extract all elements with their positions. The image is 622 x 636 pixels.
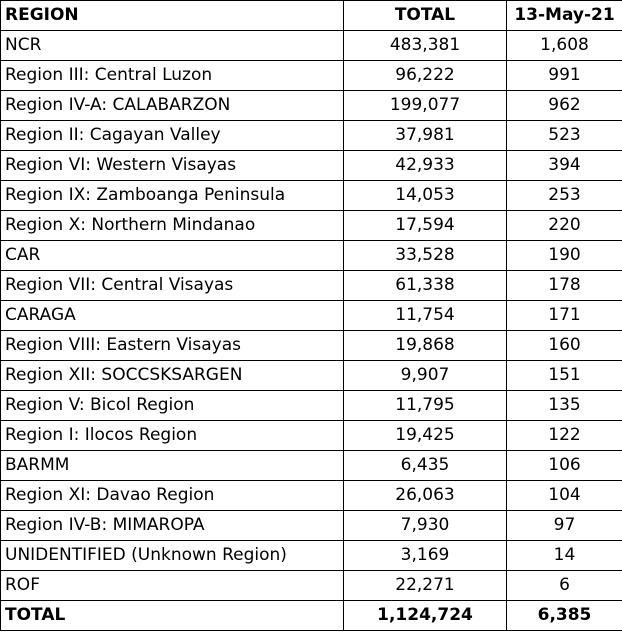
date-count-cell: 97 bbox=[507, 511, 622, 541]
header-date: 13-May-21 bbox=[507, 1, 622, 31]
date-count-cell: 394 bbox=[507, 151, 622, 181]
date-count-cell: 14 bbox=[507, 541, 622, 571]
total-cell: 11,754 bbox=[344, 301, 507, 331]
table-row bbox=[1, 271, 622, 301]
table-row bbox=[1, 181, 622, 211]
date-count-cell: 991 bbox=[507, 61, 622, 91]
region-cell: Region V: Bicol Region bbox=[1, 391, 344, 421]
region-cell: CAR bbox=[1, 241, 344, 271]
region-cell: Region X: Northern Mindanao bbox=[1, 211, 344, 241]
date-count-cell: 220 bbox=[507, 211, 622, 241]
total-cell: 9,907 bbox=[344, 361, 507, 391]
region-cell: Region II: Cagayan Valley bbox=[1, 121, 344, 151]
region-cell: CARAGA bbox=[1, 301, 344, 331]
table-row bbox=[1, 481, 622, 511]
table-row bbox=[1, 31, 622, 61]
total-cell: 11,795 bbox=[344, 391, 507, 421]
region-cell: ROF bbox=[1, 571, 344, 601]
date-count-cell: 253 bbox=[507, 181, 622, 211]
date-count-cell: 1,608 bbox=[507, 31, 622, 61]
region-cell: Region VIII: Eastern Visayas bbox=[1, 331, 344, 361]
date-count-cell: 122 bbox=[507, 421, 622, 451]
table-row bbox=[1, 331, 622, 361]
table-row bbox=[1, 511, 622, 541]
total-cell: 61,338 bbox=[344, 271, 507, 301]
total-cell: 3,169 bbox=[344, 541, 507, 571]
region-cell: Region III: Central Luzon bbox=[1, 61, 344, 91]
total-cell: 6,435 bbox=[344, 451, 507, 481]
table-row bbox=[1, 61, 622, 91]
date-count-cell: 962 bbox=[507, 91, 622, 121]
table-row bbox=[1, 91, 622, 121]
table-row bbox=[1, 571, 622, 601]
table-row bbox=[1, 391, 622, 421]
date-count-cell: 6 bbox=[507, 571, 622, 601]
total-cell: 19,425 bbox=[344, 421, 507, 451]
table-row bbox=[1, 301, 622, 331]
total-cell: 26,063 bbox=[344, 481, 507, 511]
table-row bbox=[1, 151, 622, 181]
region-cell: Region IV-A: CALABARZON bbox=[1, 91, 344, 121]
total-cell: 33,528 bbox=[344, 241, 507, 271]
table-body bbox=[1, 31, 622, 631]
date-count-cell: 171 bbox=[507, 301, 622, 331]
region-cell: Region XII: SOCCSKSARGEN bbox=[1, 361, 344, 391]
header-total: TOTAL bbox=[344, 1, 507, 31]
total-row bbox=[1, 601, 622, 631]
header-region: REGION bbox=[1, 1, 344, 31]
total-cell: 42,933 bbox=[344, 151, 507, 181]
total-cell: 37,981 bbox=[344, 121, 507, 151]
date-count-cell: 104 bbox=[507, 481, 622, 511]
date-count-cell: 523 bbox=[507, 121, 622, 151]
grand-total-cell: 1,124,724 bbox=[344, 601, 507, 631]
region-cell: BARMM bbox=[1, 451, 344, 481]
region-cell: Region VI: Western Visayas bbox=[1, 151, 344, 181]
table-row bbox=[1, 121, 622, 151]
total-cell: 14,053 bbox=[344, 181, 507, 211]
region-cell: NCR bbox=[1, 31, 344, 61]
header-row bbox=[1, 1, 622, 31]
region-cell: Region I: Ilocos Region bbox=[1, 421, 344, 451]
date-count-cell: 190 bbox=[507, 241, 622, 271]
total-cell: 7,930 bbox=[344, 511, 507, 541]
date-count-cell: 106 bbox=[507, 451, 622, 481]
table-row bbox=[1, 451, 622, 481]
table-row bbox=[1, 241, 622, 271]
region-cell: Region XI: Davao Region bbox=[1, 481, 344, 511]
table-row bbox=[1, 211, 622, 241]
date-count-cell: 160 bbox=[507, 331, 622, 361]
table-row bbox=[1, 361, 622, 391]
region-cell: Region VII: Central Visayas bbox=[1, 271, 344, 301]
region-cell: Region IX: Zamboanga Peninsula bbox=[1, 181, 344, 211]
table-header bbox=[1, 1, 622, 31]
total-cell: 199,077 bbox=[344, 91, 507, 121]
date-count-cell: 178 bbox=[507, 271, 622, 301]
date-count-cell: 135 bbox=[507, 391, 622, 421]
table-row bbox=[1, 541, 622, 571]
total-cell: 19,868 bbox=[344, 331, 507, 361]
region-cell: Region IV-B: MIMAROPA bbox=[1, 511, 344, 541]
date-total-cell: 6,385 bbox=[507, 601, 622, 631]
total-cell: 17,594 bbox=[344, 211, 507, 241]
total-cell: 483,381 bbox=[344, 31, 507, 61]
date-count-cell: 151 bbox=[507, 361, 622, 391]
table-row bbox=[1, 421, 622, 451]
region-cell: UNIDENTIFIED (Unknown Region) bbox=[1, 541, 344, 571]
total-cell: 96,222 bbox=[344, 61, 507, 91]
total-label-cell: TOTAL bbox=[1, 601, 344, 631]
total-cell: 22,271 bbox=[344, 571, 507, 601]
